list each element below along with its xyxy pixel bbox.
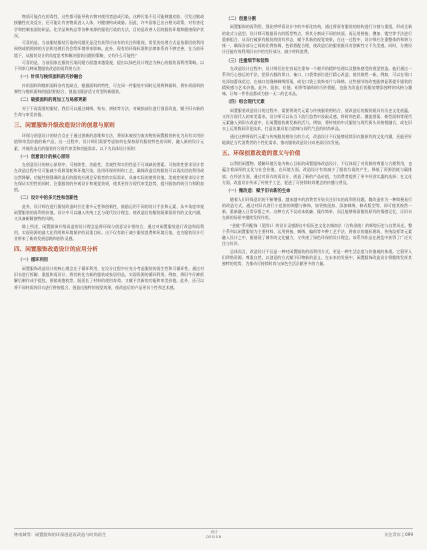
body-paragraph: 物质可能存在的毒性。这些都可能导致衣物对使用者造成污染。这种污染不仅可能刺激皮肤，引发过敏或接触性皮炎反应，还可能让有害物质进入人体，对健康构成威胁。因此，许多国家已出台相关政策，对有害化学和控制表面纺织品、化学品和药品等各种来源的服装污染的方法，目的是改善人们的服装环境和健康保护状况。 [14,14,204,38]
section-heading: 四、闲置服饰改造设计的应用分析 [14,247,98,254]
right-column [222,14,412,268]
body-paragraph: 闲置服装改造设计的过程中，需要将现代元素与传统服装相结合，使改造后的服装既具有历史文化底蕴，又符合现代人的审美需求。设计师可以从当下流行趋势中汲取灵感，将时尚色彩、潮流图案、新型面料等现代元素融入到旧衣改造中，让闲置服装焕发新的活力。例如，将传统的中式服装与现代街头风格相融合，或在旧衣上运用数码印花技术，打造出兼具复古韵味与现代气息的时尚单品。 [222,107,412,132]
subsection-heading: （二）创意分割 [226,17,257,22]
body-paragraph: 通过这种将现代元素与传统服装相结合的方式，改造设计不仅能够延续旧衣服原有的文化内涵，还能更好地满足当代消费者的个性化需求，推动服装改造设计向更高层次发展。 [222,133,412,145]
subsection-heading: （一）微改造：赋予旧衣新的生命 [226,189,291,195]
page-number: 关注青年 | 099 [384,532,413,537]
subsection-heading: （二）设计中的多元性和创新性 [18,196,79,202]
subsection-heading: （一）针织与梭织面料的巧妙融合 [18,75,83,81]
body-paragraph: 针织面料和梭织面料各有优缺点，根据面料的特性，可在同一件服装中同时运用两种面料，将针织面料的弹性与梭织面料的挺括相结合，创造出既舒适又有型的新服装。 [14,82,204,94]
subsection-heading: （四）组合现代元素 [226,100,265,106]
body-paragraph: 对于不再需要的服装，我们可以通过刺绣、贴布、拼接等方法，对破损部位进行创意改造，赋予旧衣新的生命与审美价值。 [14,105,204,117]
footer-rule [14,528,413,529]
subsection-heading: （二）破损面料的再加工与局部更新 [18,98,87,104]
body-paragraph: 以利用闲置物、缓解环境污染为核心目标的闲置服饰改造设计，不仅体现了对资源的尊重与合理利用，也蕴含着深厚的文化与社会价值。在环境方面，改造设计有效减少了服装垃圾的产生，降低了资源消耗与碳排放；在经济方面，通过对旧衣的再设计，创造了新的产品价值，为消费者提供了更多经济实惠的选择；在文化方面，改造设计传承了传统手工艺，促进了可持续时尚理念的传播与普及。 [222,161,412,185]
subsection-heading: （一）创意设计的核心原则 [18,154,70,160]
subsection-heading: （三）注重细节和装饰 [226,58,269,64]
design-logo-cn: 设计 [210,530,218,534]
section-heading: 三、闲置服饰升级改造设计的创意与原则 [14,123,115,130]
page-footer [0,528,427,544]
body-paragraph: 总体而言，改造设计不仅是一种对闲置服装的再利用方式，更是一种生活态度与价值观的体现。它倡导人们珍惜资源、尊重自然，以创意的方式赋予旧物新的意义。在未来的发展中，闲置服饰改造设计将继续发挥其独特的优势，为推动可持续时尚与绿色生活贡献更多的力量。 [222,248,412,267]
body-paragraph: 环保与创意设计的结合点在于通过创新的思维和方法，将原本被视为废弃物的闲置服装转化为具有实用价值和审美价值的新产品。这一过程中，设计师们需要考虑如何在保持原有服装特色的同时，融入新的设计元素，并使改造后的服装符合现代审美和功能需求。以下为具体设计原则： [14,133,204,151]
section-heading: 五、环保创意改造的意义与价值 [222,151,301,158]
body-paragraph: 闲置服饰改造设计的核心理念在于循环利用，在设计过程中应充分考虑服装的再生性和可循环性。通过对旧衣进行拆解、重组和再设计，将其转化为新的服装或家居用品，实现资源的循环利用。例如，将旧牛仔裤拆解后制作成手提包、围裙或抱枕等，既延长了材料的使用寿命，又赋予其新的功能和审美价值。此外，还可以将不同材质的旧衣进行拼接组合，创造出独特的视觉效果，使改造后的产品更具个性和艺术感。 [14,265,204,290]
body-paragraph: 在改造设计过程中，设计师们往往容易注重每一个细节的精妙处理以及整体感受的视觉营造。他们通过一系列巧心独运的手法，把旧衣服的领口、袖口、口袋等部位进行精心改造，使其焕然一新。例如，可以在领口处添加蕾丝花边，在袖口处缝制刺绣图案，或在口袋上装饰亮片与珠绣，这些细节的改变能够显著提升服装的精致感与艺术价值。此外，纽扣、拉链、织带等辅料的巧妙搭配，也能为改造后的服装增添独特的风格与趣味，让每一件作品都成为独一无二的艺术品。 [222,66,412,97]
running-title: 钟南城等：闲置服饰的环保创意再改造与时尚再生 [14,532,107,537]
left-column [14,14,204,292]
body-paragraph: 此外，设计师在进行服装改造时应注重多元性和创新性，鼓励运用不同的设计手法和元素，从多角度审视闲置服装的再利用价值。设计中可以融入传统工艺与现代设计理念，使改造后的服装既保留原有的文化内涵，又具备新颖独特的风格。 [14,203,204,222]
body-paragraph: 可喜的是，当前国家在服装污染问题方面越来越重视，提出以绿色设计理念为核心的服装再利用策略。以下列举几种闲置服装改造的再利用方法： [14,59,204,71]
subsection-heading: （一）循环利用 [18,258,49,264]
body-paragraph: “金陵”系列配饰（见图1）的设计灵感源自中国历史文化名城南京（古称金陵）的辉煌历史与自然风光。整个系列以闲置服装为主要材料，运用拼接、刺绣、编织等多种工艺手法，将南京的地标建筑、传统纹样等元素融入设计之中，既展现了城市的文化魅力，又传递了绿色环保的设计理念。该系列作品在展览中获得了广泛关注与好评。 [222,222,412,247]
body-paragraph: 随着人们环保意识的不断增强，越来越多的消费者开始关注旧衣的再利用问题。微改造作为一种简便易行的改造方式，通过对旧衣进行小范围的调整与修饰，如更换纽扣、添加刺绣、修改版型等，即可使其焕然一新，重新融入日常穿搭之中。这种方式不仅成本低廉、操作简单，而且能够保留服装原有的情感记忆，让旧衣在新的场景中继续发挥作用。 [222,196,412,221]
design-logo-en: DESIGN [206,534,222,539]
design-logo [203,530,225,539]
body-paragraph: 在创意设计的核心原则中，可持续性、功能性、美观性和实用性是不可或缺的要素。可持续性要求设计者在改造过程中尽可能减少资源消耗和环境污染，选用环保材料和工艺，确保改造后的服装可以再次回收利用或自然降解。功能性则强调改造后的服装应满足穿着者的实际需求，具备实际的使用价值。美观性则要求设计者在保证实用性的同时，注重服装的外观设计和视觉效果，使其更符合现代审美趋势，提升服装的吸引力和附加值。 [14,162,204,193]
body-paragraph: 可喜的是，当前服装服装污染的问题还是没有获得应该有的关注和重视。常见的处理方式是依靠回收利用网络或销毁掉的方法和处理后仍会给环境带来影响。此外，现有的环保标准和法律体系尚不够完善，在当前环境下，从服装设计的角度思考和解决服装问题的策略，又有什么可能性？ [14,40,204,58]
body-paragraph: 闲置服饰的再利用，强化呼呼看设计中的多样化结构，通过将原有服装的结构进行分割与重组，形成全新的款式与造型。设计师可根据旧衣的版型特点，将其分割成不同的块面，再运用拼接、叠加、镂空等手法进行重新组合，从而打破原有服装的固有形态，赋予其新的视觉效果。在这一过程中，设计师应注重整体的和谐与统一，确保各部分之间的比例协调、色彩搭配合理，使改造后的服装既具有创新性又不失美感。同时，分割设计还能有效利用旧衣中的完好部分，减少材料浪费。 [222,24,412,55]
body-paragraph: 除上所述，闲置服饰升级再造的设计理念是将环保与创意设计相结合，通过对闲置服装进行改造和再利用，实现资源的最大化利用和环境保护的双重目标。这不仅有助于减少服装浪费和环境污染，也为服装设计行业带来了新的发展思路和创作灵感。 [14,223,204,242]
